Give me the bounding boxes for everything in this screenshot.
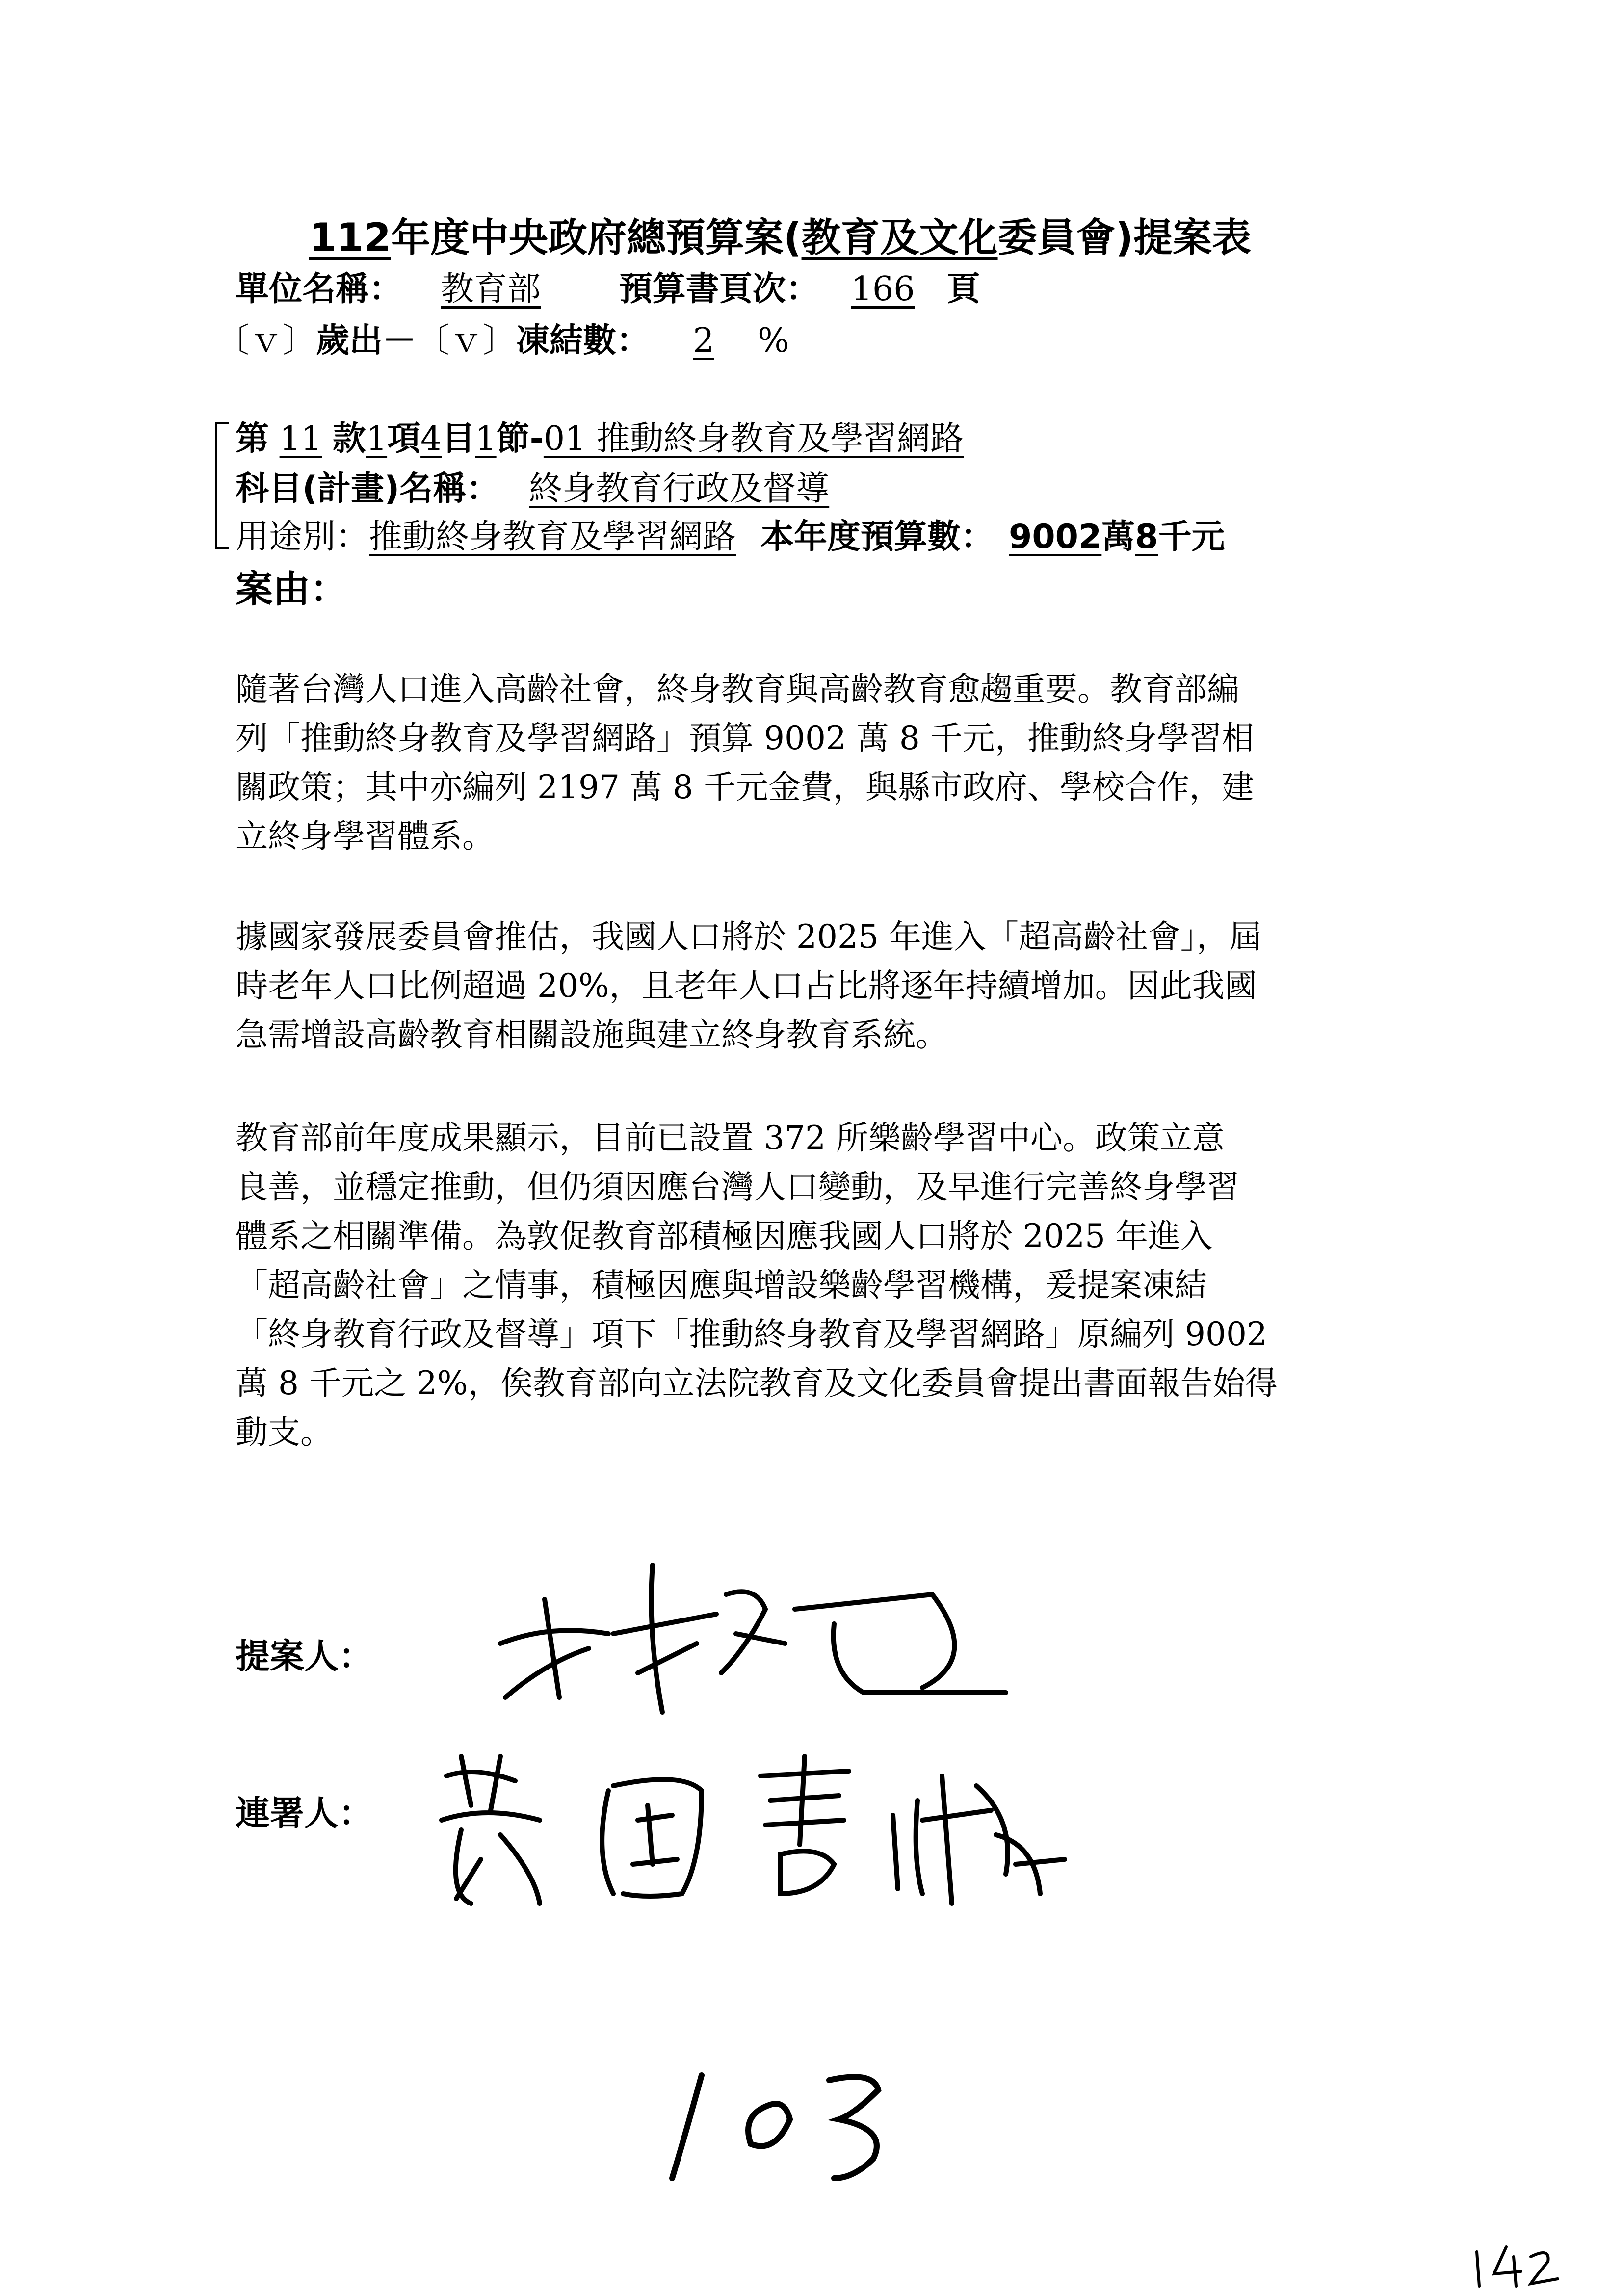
freeze-row — [216, 314, 789, 362]
cosigner-signatures — [427, 1747, 1163, 1918]
budget-qian: 8 — [1135, 518, 1158, 556]
text-line: 良善，並穩定推動，但仍須因應台灣人口變動，及早進行完善終身學習 — [236, 1168, 1239, 1206]
text-line: 列「推動終身教育及學習網路」預算 9002 萬 8 千元，推動終身學習相 — [236, 719, 1254, 757]
proposer-label: 提案人： — [236, 1636, 373, 1676]
unit-row — [236, 262, 980, 310]
item-bracket — [215, 422, 229, 549]
cosigner-label: 連署人： — [236, 1793, 373, 1833]
budget-wan: 9002 — [1009, 518, 1102, 556]
wan-unit: 萬 — [1101, 518, 1135, 556]
handwritten-number-103 — [657, 2061, 913, 2188]
text-line: 教育部前年度成果顯示，目前已設置 372 所樂齡學習中心。政策立意 — [236, 1119, 1225, 1157]
text-line: 萬 8 千元之 2%，俟教育部向立法院教育及文化委員會提出書面報告始得 — [236, 1364, 1278, 1402]
item-text: 項 — [387, 419, 421, 458]
title-committee: 教育及文化 — [801, 215, 998, 261]
page-unit: 頁 — [946, 270, 980, 309]
freeze-type: 歲出－ — [316, 321, 417, 360]
text-line: 隨著台灣人口進入高齡社會，終身教育與高齡教育愈趨重要。教育部編 — [236, 670, 1239, 708]
unit-label: 單位名稱： — [236, 270, 403, 309]
page-number-142 — [1467, 2237, 1565, 2291]
text-line: 動支。 — [236, 1413, 333, 1451]
page-label: 預算書頁次： — [619, 270, 819, 309]
page-value: 166 — [851, 270, 915, 309]
usage-label: 用途別： — [236, 518, 369, 556]
text-line: 立終身學習體系。 — [236, 817, 495, 855]
text-line: 時老年人口比例超過 20%，且老年人口占比將逐年持續增加。因此我國 — [236, 967, 1257, 1005]
subject-value: 終身教育行政及督導 — [529, 470, 830, 508]
jie-value: 1 — [475, 419, 497, 458]
proposer-signature — [491, 1536, 1030, 1722]
kuan-value: 11 — [279, 419, 322, 458]
expenditure-checkbox: 〔ｖ〕 — [216, 321, 316, 360]
subject-label: 科目(計畫)名稱： — [236, 470, 500, 508]
text-line: 據國家發展委員會推估，我國人口將於 2025 年進入「超高齡社會」，屆 — [236, 918, 1261, 956]
paragraph-1 — [236, 665, 1254, 861]
subject-row — [236, 462, 829, 510]
qian-unit: 千元 — [1158, 518, 1225, 556]
item-text: 目 — [442, 419, 475, 458]
text-line: 關政策；其中亦編列 2197 萬 8 千元金費，與縣市政府、學校合作，建 — [236, 768, 1254, 806]
item-text: 節- — [496, 419, 544, 458]
item-name: 01 推動終身教育及學習網路 — [543, 419, 964, 458]
item-text: 第 — [236, 419, 269, 458]
item-text: 款 — [332, 419, 366, 458]
reason-label: 案由： — [236, 567, 347, 611]
freeze-label: 凍結數： — [516, 321, 650, 360]
freeze-value: 2 — [693, 321, 714, 360]
usage-row — [236, 510, 1225, 558]
title-end: 委員會)提案表 — [997, 215, 1252, 261]
budget-label: 本年度預算數： — [760, 518, 995, 556]
title-year: 112 — [309, 215, 391, 261]
xiang-value: 1 — [366, 419, 388, 458]
text-line: 體系之相關準備。為敦促教育部積極因應我國人口將於 2025 年進入 — [236, 1217, 1213, 1255]
text-line: 「終身教育行政及督導」項下「推動終身教育及學習網路」原編列 9002 — [236, 1315, 1267, 1353]
freeze-unit: % — [758, 321, 789, 360]
freeze-checkbox: 〔ｖ〕 — [416, 321, 517, 360]
mu-value: 4 — [420, 419, 442, 458]
text-line: 「超高齡社會」之情事，積極因應與增設樂齡學習機構，爰提案凍結 — [236, 1266, 1207, 1304]
title-text: 年度中央政府總預算案( — [391, 215, 802, 261]
text-line: 急需增設高齡教育相關設施與建立終身教育系統。 — [236, 1016, 948, 1054]
paragraph-3 — [236, 1114, 1278, 1457]
document-title — [309, 206, 1251, 262]
item-line — [236, 412, 964, 460]
unit-value: 教育部 — [441, 270, 541, 309]
paragraph-2 — [236, 913, 1261, 1060]
usage-value: 推動終身教育及學習網路 — [369, 518, 736, 556]
